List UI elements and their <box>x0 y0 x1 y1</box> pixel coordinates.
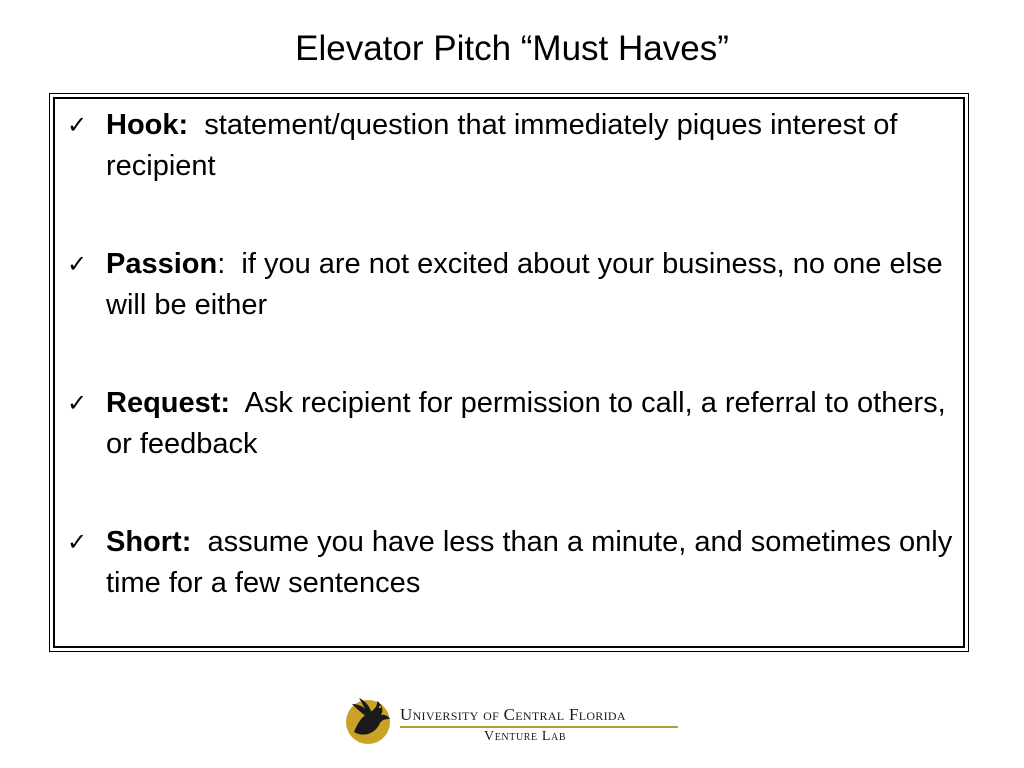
bullet-separator <box>230 387 245 419</box>
must-haves-list <box>67 105 953 604</box>
bullet-passion <box>67 244 953 326</box>
logo-divider <box>400 726 678 728</box>
bullet-text: statement/question that immediately piques interest of recipient <box>106 109 898 182</box>
pegasus-icon <box>344 692 400 748</box>
bullet-text: if you are not excited about your business, no one else will be either <box>106 248 943 321</box>
check-icon: ✓ <box>67 389 88 417</box>
content-box-inner <box>53 97 965 648</box>
bullet-short <box>67 522 953 604</box>
content-box <box>49 93 969 652</box>
bullet-term: Hook: <box>106 109 189 141</box>
check-icon: ✓ <box>67 250 88 278</box>
ucf-venture-lab-logo <box>344 690 684 750</box>
bullet-request <box>67 383 953 465</box>
bullet-text: Ask recipient for permission to call, a referral to others, or feedback <box>106 387 946 460</box>
bullet-separator <box>188 109 204 141</box>
slide-title: Elevator Pitch “Must Haves” <box>295 29 729 68</box>
bullet-text: assume you have less than a minute, and sometimes only time for a few sentences <box>106 526 953 599</box>
check-icon: ✓ <box>67 528 88 556</box>
bullet-hook <box>67 105 953 187</box>
bullet-term: Passion <box>106 248 218 280</box>
bullet-separator: : <box>217 248 242 280</box>
bullet-separator <box>191 526 207 558</box>
bullet-term: Short: <box>106 526 192 558</box>
check-icon: ✓ <box>67 111 88 139</box>
logo-university-name: University of Central Florida <box>400 705 626 724</box>
logo-lab-name: Venture Lab <box>484 729 567 744</box>
bullet-term: Request: <box>106 387 231 419</box>
